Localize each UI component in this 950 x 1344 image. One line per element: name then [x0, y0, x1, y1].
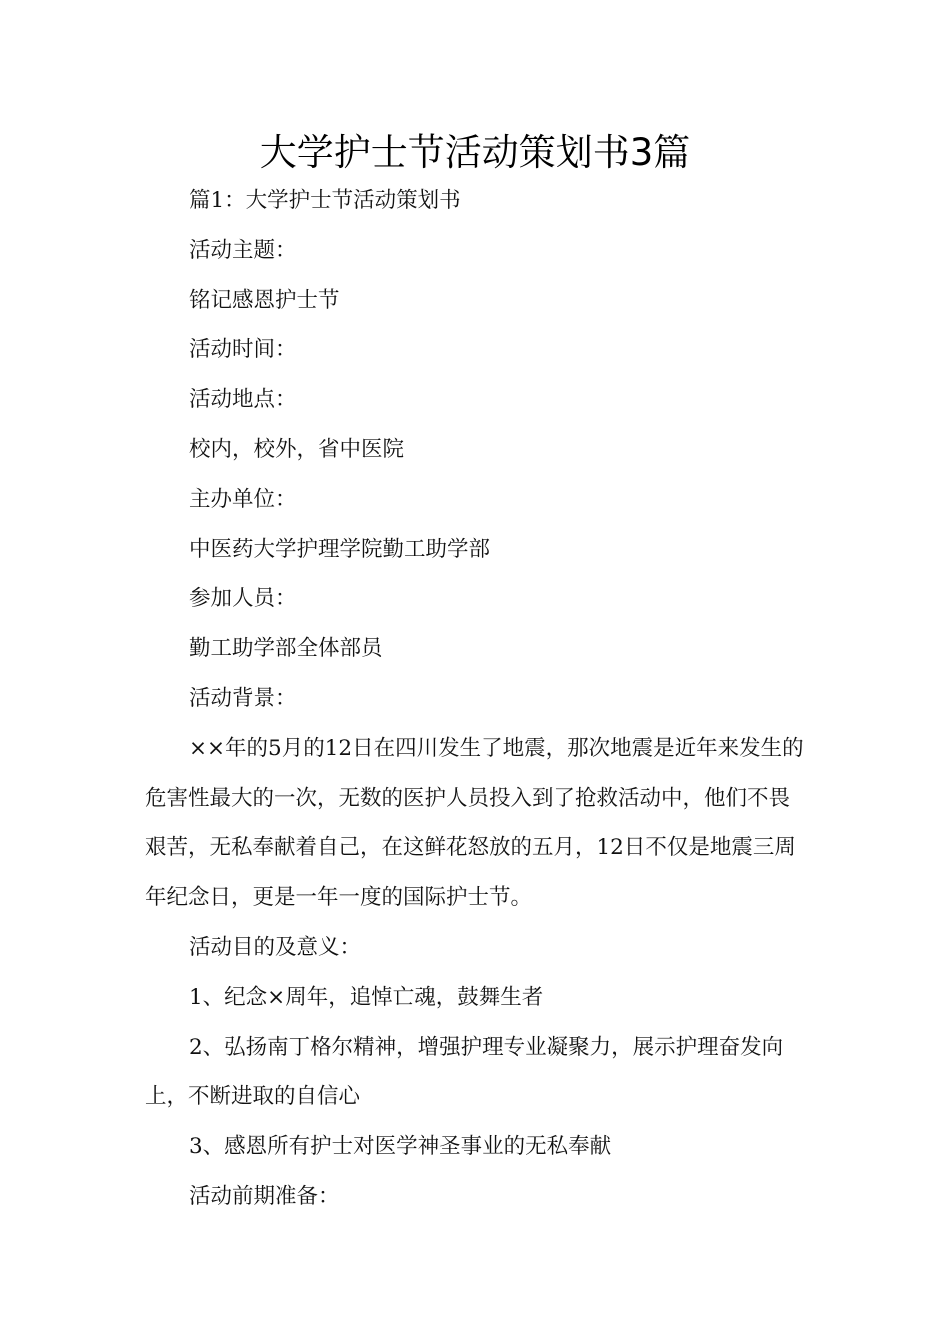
document-title: 大学护士节活动策划书3篇 — [259, 131, 691, 174]
paragraph: 活动地点： — [189, 387, 297, 413]
paragraph: 篇1：大学护士节活动策划书 — [189, 188, 461, 213]
paragraph: 活动时间： — [189, 337, 297, 363]
paragraph: 活动主题： — [189, 237, 297, 263]
paragraph: 主办单位： — [189, 486, 297, 512]
paragraph: 勤工助学部全体部员 — [189, 636, 383, 662]
paragraph: 活动背景： — [189, 685, 297, 711]
paragraph: 铭记感恩护士节 — [189, 287, 340, 313]
paragraph: 2、弘扬南丁格尔精神，增强护理专业凝聚力，展示护理奋发向上，不断进取的自信心 — [145, 1034, 784, 1110]
document-body — [145, 176, 810, 1222]
paragraph: 1、纪念×周年，追悼亡魂，鼓舞生者 — [189, 984, 544, 1010]
paragraph: ××年的5月的12日在四川发生了地震，那次地震是近年来发生的危害性最大的一次，无数的医护人员投入到了抢救活动中，他们不畏艰苦，无私奉献着自己，在这鲜花怒放的五月，12日不仅是地震三周年纪念日，更是一年一度的国际护士节。 — [145, 735, 804, 911]
paragraph: 3、感恩所有护士对医学神圣事业的无私奉献 — [189, 1134, 612, 1160]
paragraph: 中医药大学护理学院勤工助学部 — [189, 536, 491, 562]
paragraph: 活动目的及意义： — [189, 934, 362, 960]
paragraph: 活动前期准备： — [189, 1183, 340, 1209]
paragraph: 参加人员： — [189, 586, 297, 612]
paragraph: 校内，校外，省中医院 — [189, 436, 405, 462]
